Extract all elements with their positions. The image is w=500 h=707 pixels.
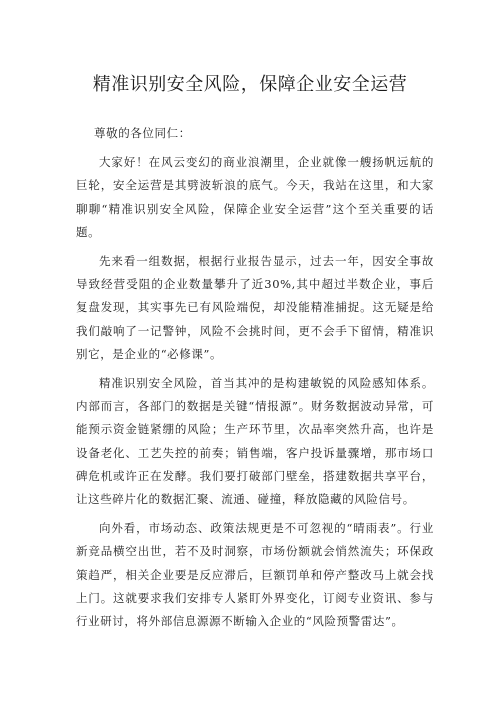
document-title: 精准识别安全风险，保障企业安全运营 [92,74,408,95]
paragraph-data: 先来看一组数据，根据行业报告显示，过去一年，因安全事故导致经营受阻的企业数量攀升了近30%,其中超过半数企业，事后复盘发现，其实事先已有风险端倪，却没能精准捕捉。这无疑是给我们敲响了一记警钟，风险不会挑时间，更不会手下留情，精准识别它，是企业的“必修课”。 [76,254,434,361]
paragraph-internal-risk: 精准识别安全风险，首当其冲的是构建敏锐的风险感知体系。内部而言，各部门的数据是关键“情报源”。财务数据波动异常，可能预示资金链紧绷的风险；生产环节里，次品率突然升高，也许是设备老化、工艺失控的前奏；销售端，客户投诉量骤增，那市场口碑危机或许正在发酵。我们要打破部门壁垒，搭建数据共享平台，让这些碎片化的数据汇聚、流通、碰撞，释放隐藏的风险信号。 [76,376,434,507]
salutation: 尊敬的各位同仁： [94,126,191,140]
document-body [76,122,434,639]
paragraph-external-risk: 向外看，市场动态、政策法规更是不可忽视的“晴雨表”。行业新竞品横空出世，若不及时洞察，市场份额就会悄然流失；环保政策趋严，相关企业要是反应滞后，巨额罚单和停产整改马上就会找上门。这就要求我们安排专人紧盯外界变化，订阅专业资讯、参与行业研讨，将外部信息源源不断输入企业的“风险预警雷达”。 [76,521,434,629]
paragraph-greeting: 大家好！在风云变幻的商业浪潮里，企业就像一艘扬帆远航的巨轮，安全运营是其劈波斩浪的底气。今天，我站在这里，和大家聊聊“精准识别安全风险，保障企业安全运营”这个至关重要的话题。 [76,155,434,239]
